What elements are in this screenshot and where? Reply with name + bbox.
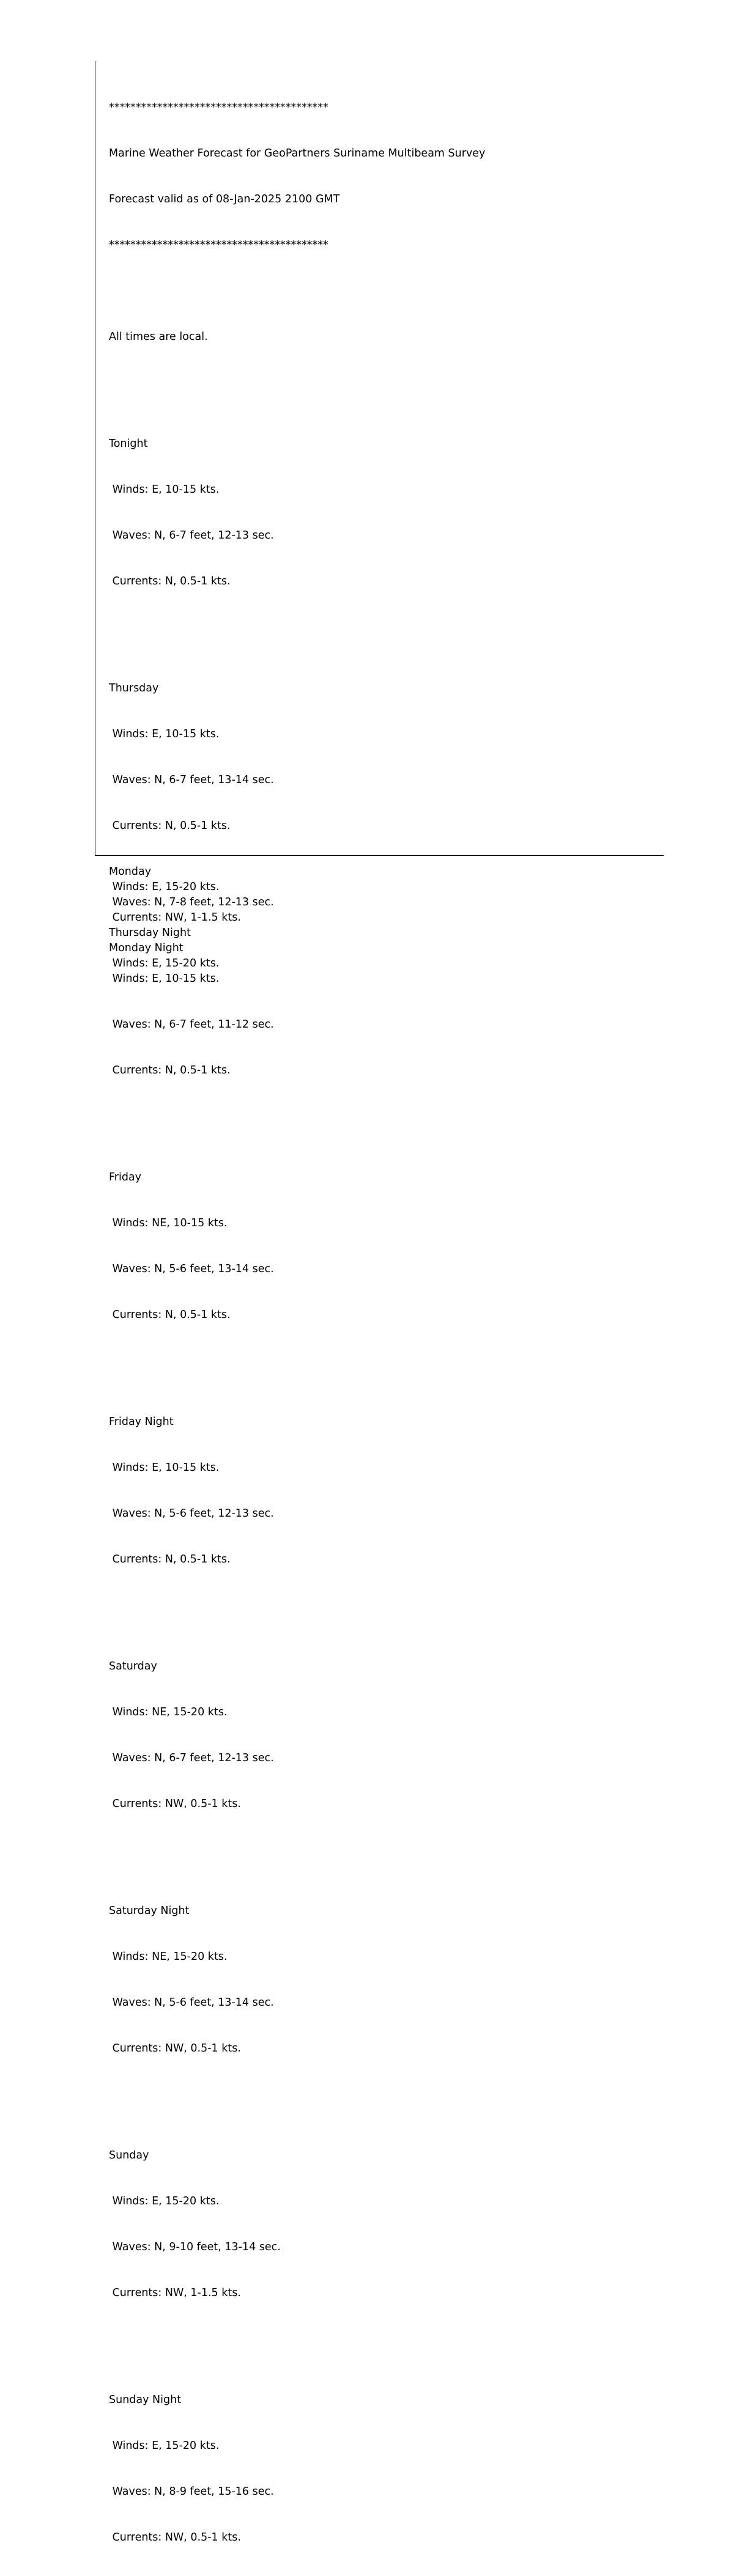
separator-bottom: *****************************************: [109, 239, 328, 251]
period-name: Saturday Night: [109, 1905, 190, 1917]
period-name: Friday Night: [109, 1416, 174, 1428]
period-waves: Waves: N, 9-10 feet, 13-14 sec.: [109, 2241, 281, 2253]
spacer: [109, 2087, 659, 2102]
period-waves: Waves: N, 7-8 feet, 12-13 sec.: [109, 896, 274, 908]
period-winds: Winds: E, 10-15 kts.: [109, 973, 220, 985]
period-currents: Currents: N, 0.5-1 kts.: [109, 575, 231, 587]
period-name: Tonight: [109, 438, 148, 450]
forecast-valid-line: Forecast valid as of 08-Jan-2025 2100 GMT: [109, 193, 340, 205]
period-currents: Currents: N, 0.5-1 kts.: [109, 820, 231, 832]
local-time-note: All times are local.: [109, 331, 208, 343]
forecast-overflow-block: [109, 864, 659, 971]
period-waves: Waves: N, 6-7 feet, 12-13 sec.: [109, 1752, 274, 1764]
period-waves: Waves: N, 6-7 feet, 13-14 sec.: [109, 774, 274, 786]
period-name: Thursday: [109, 682, 159, 694]
period-currents: Currents: NW, 0.5-1 kts.: [109, 2042, 241, 2055]
period-currents: Currents: NW, 1-1.5 kts.: [109, 2287, 241, 2299]
period-waves: Waves: N, 6-7 feet, 12-13 sec.: [109, 529, 274, 542]
spacer: [109, 620, 659, 635]
period-currents: Currents: NW, 1-1.5 kts.: [109, 911, 241, 924]
period-name: Saturday: [109, 1660, 157, 1673]
period-name: Monday: [109, 866, 152, 878]
period-waves: Waves: N, 5-6 feet, 13-14 sec.: [109, 1996, 274, 2009]
period-waves: Waves: N, 5-6 feet, 13-14 sec.: [109, 1263, 274, 1275]
period-winds: Winds: E, 15-20 kts.: [109, 957, 220, 970]
period-winds: Winds: E, 15-20 kts.: [109, 881, 220, 893]
spacer: [109, 1109, 659, 1124]
period-winds: Winds: E, 10-15 kts.: [109, 1462, 220, 1474]
period-waves: Waves: N, 5-6 feet, 12-13 sec.: [109, 1507, 274, 1520]
period-currents: Currents: NW, 0.5-1 kts.: [109, 1798, 241, 1810]
period-waves: Waves: N, 8-9 feet, 15-16 sec.: [109, 2486, 274, 2498]
period-winds: Winds: NE, 15-20 kts.: [109, 1706, 228, 1718]
forecast-text-block: [109, 70, 659, 2576]
period-name: Sunday Night: [109, 2394, 182, 2406]
period-winds: Winds: E, 15-20 kts.: [109, 2440, 220, 2452]
separator-top: *****************************************: [109, 101, 328, 114]
period-winds: Winds: NE, 10-15 kts.: [109, 1217, 228, 1229]
period-currents: Currents: N, 0.5-1 kts.: [109, 1309, 231, 1321]
period-name: Monday Night: [109, 942, 184, 954]
period-currents: Currents: N, 0.5-1 kts.: [109, 1064, 231, 1076]
period-winds: Winds: E, 10-15 kts.: [109, 484, 220, 496]
spacer: [109, 1598, 659, 1613]
period-currents: Currents: N, 0.5-1 kts.: [109, 1553, 231, 1566]
period-waves: Waves: N, 6-7 feet, 11-12 sec.: [109, 1018, 274, 1031]
period-currents: Currents: NW, 0.5-1 kts.: [109, 2531, 241, 2544]
period-winds: Winds: E, 15-20 kts.: [109, 2195, 220, 2207]
period-name: Thursday Night: [109, 927, 191, 939]
spacer: [109, 2331, 659, 2347]
spacer: [109, 284, 659, 299]
spacer: [109, 375, 659, 391]
period-name: Sunday: [109, 2149, 149, 2162]
period-winds: Winds: NE, 15-20 kts.: [109, 1951, 228, 1963]
spacer: [109, 926, 659, 941]
spacer: [109, 1353, 659, 1369]
period-name: Friday: [109, 1171, 142, 1183]
period-winds: Winds: E, 10-15 kts.: [109, 728, 220, 740]
spacer: [109, 1842, 659, 1858]
forecast-title: Marine Weather Forecast for GeoPartners Suriname Multibeam Survey: [109, 147, 486, 160]
